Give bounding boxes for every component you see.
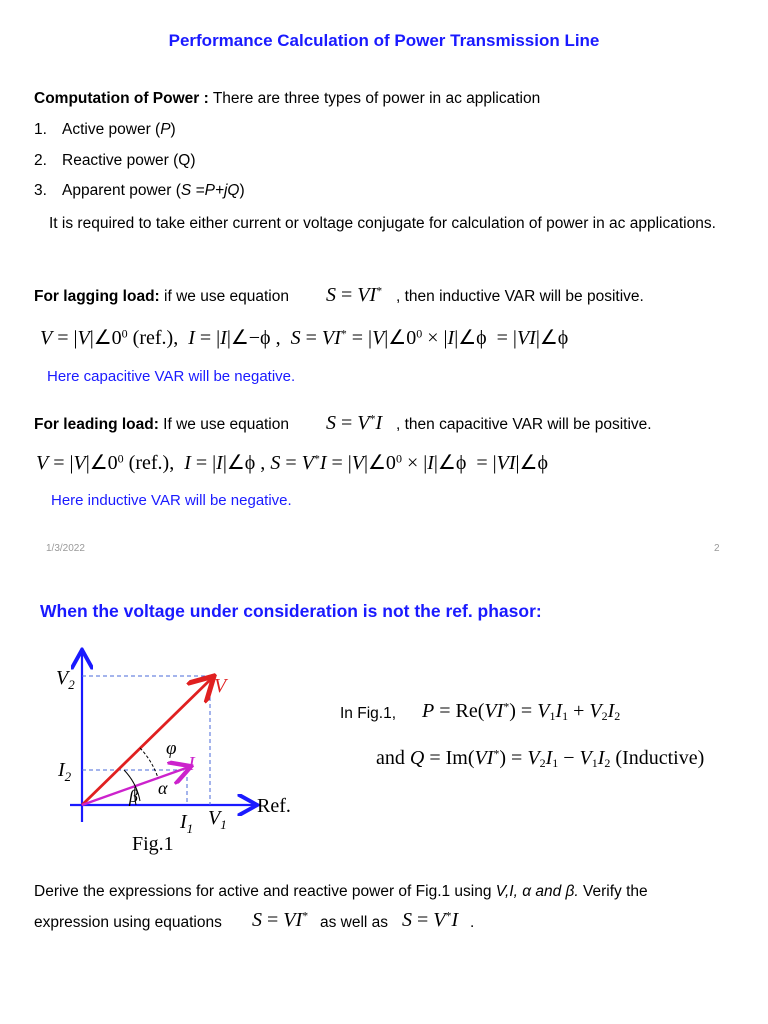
list-item bbox=[34, 152, 196, 170]
list-item bbox=[34, 121, 176, 139]
computation-label: Computation of Power : bbox=[34, 90, 209, 107]
derive-as-well-as: as well as bbox=[320, 914, 389, 931]
label-v1: $V_1$ bbox=[208, 807, 227, 832]
phasor-diagram bbox=[40, 640, 320, 860]
label-v2: $V_2$ bbox=[56, 667, 75, 692]
leading-tail: , then capacitive VAR will be positive. bbox=[396, 416, 652, 433]
label-phi: φ bbox=[166, 738, 177, 759]
voltage-phasor bbox=[82, 678, 212, 805]
label-i2: $I_2$ bbox=[58, 759, 72, 784]
list-number: 1. bbox=[34, 121, 47, 138]
derive-line-1 bbox=[34, 883, 648, 901]
lagging-label: For lagging load: bbox=[34, 288, 160, 305]
list-text: Apparent power ( bbox=[62, 182, 181, 199]
active-power-equation: $P = Re(VI^*) = V_1I_1 + V_2I_2$ bbox=[422, 699, 621, 723]
list-item bbox=[34, 182, 245, 200]
label-v: V bbox=[214, 675, 227, 697]
lagging-line bbox=[34, 288, 289, 306]
label-ref: Ref. bbox=[257, 795, 291, 817]
list-symbol: P bbox=[160, 121, 171, 138]
derive-equation-1: S = VI* bbox=[252, 908, 309, 931]
figure-caption: Fig.1 bbox=[132, 833, 174, 855]
page-number: 2 bbox=[714, 543, 720, 554]
phi-arc bbox=[140, 748, 158, 778]
derive-verify: Verify the bbox=[578, 883, 648, 900]
and-text: and bbox=[376, 747, 405, 769]
derive-line-2: expression using equations bbox=[34, 914, 222, 931]
derive-period: . bbox=[470, 914, 475, 931]
conjugate-note: It is required to take either current or voltage conjugate for calculation of power in ac applications. bbox=[49, 215, 716, 232]
reactive-power-line: and $Q = Im(VI^*) = V_2I_1 - V_1I_2$ (Inductive) bbox=[376, 746, 705, 770]
leading-negative-note: Here inductive VAR will be negative. bbox=[51, 492, 292, 509]
label-i1: $I_1$ bbox=[180, 811, 194, 836]
leading-line bbox=[34, 416, 289, 434]
list-number: 2. bbox=[34, 152, 47, 169]
leading-equation: $V = |V|\angle 0^0$ (ref.), I = |I|∠ϕ , $S = V^*I = |V|\angle 0^0$ × |I|∠ϕ = |VI|∠ϕ bbox=[36, 451, 549, 474]
lagging-text: if we use equation bbox=[159, 288, 289, 305]
lagging-equation: $V = |V|\angle 0^0$ (ref.), I = |I|∠−ϕ , $S = VI^* = |V|\angle 0^0$ × |I|∠ϕ = |VI|∠ϕ bbox=[40, 326, 569, 349]
list-symbol: S =P+jQ bbox=[180, 182, 240, 199]
leading-label: For leading load: bbox=[34, 416, 159, 433]
leading-equation-inline: S = V*I bbox=[326, 411, 383, 434]
derive-symbols: V,I, α and β. bbox=[491, 883, 579, 900]
computation-line bbox=[34, 90, 540, 108]
derive-equation-2: S = V*I bbox=[402, 908, 459, 931]
leading-text: If we use equation bbox=[158, 416, 289, 433]
label-beta: β bbox=[129, 786, 138, 806]
lagging-tail: , then inductive VAR will be positive. bbox=[396, 288, 644, 305]
inductive-label: (Inductive) bbox=[615, 747, 705, 769]
label-i: I bbox=[188, 753, 195, 775]
derive-text: Derive the expressions for active and reactive power of Fig.1 using bbox=[34, 883, 492, 900]
list-text: Reactive power (Q) bbox=[62, 152, 196, 169]
list-tail: ) bbox=[239, 182, 245, 199]
list-number: 3. bbox=[34, 182, 47, 199]
fig-intro: In Fig.1, bbox=[340, 705, 396, 722]
list-tail: ) bbox=[170, 121, 176, 138]
computation-text: There are three types of power in ac application bbox=[208, 90, 541, 107]
slide-title: Performance Calculation of Power Transmission Line bbox=[168, 31, 600, 50]
slide-date: 1/3/2022 bbox=[46, 543, 85, 554]
slide2-title: When the voltage under consideration is not the ref. phasor: bbox=[40, 601, 542, 621]
list-text: Active power ( bbox=[62, 121, 161, 138]
lagging-equation-inline: S = VI* bbox=[326, 283, 383, 306]
label-alpha: α bbox=[158, 778, 168, 798]
lagging-negative-note: Here capacitive VAR will be negative. bbox=[47, 368, 296, 385]
